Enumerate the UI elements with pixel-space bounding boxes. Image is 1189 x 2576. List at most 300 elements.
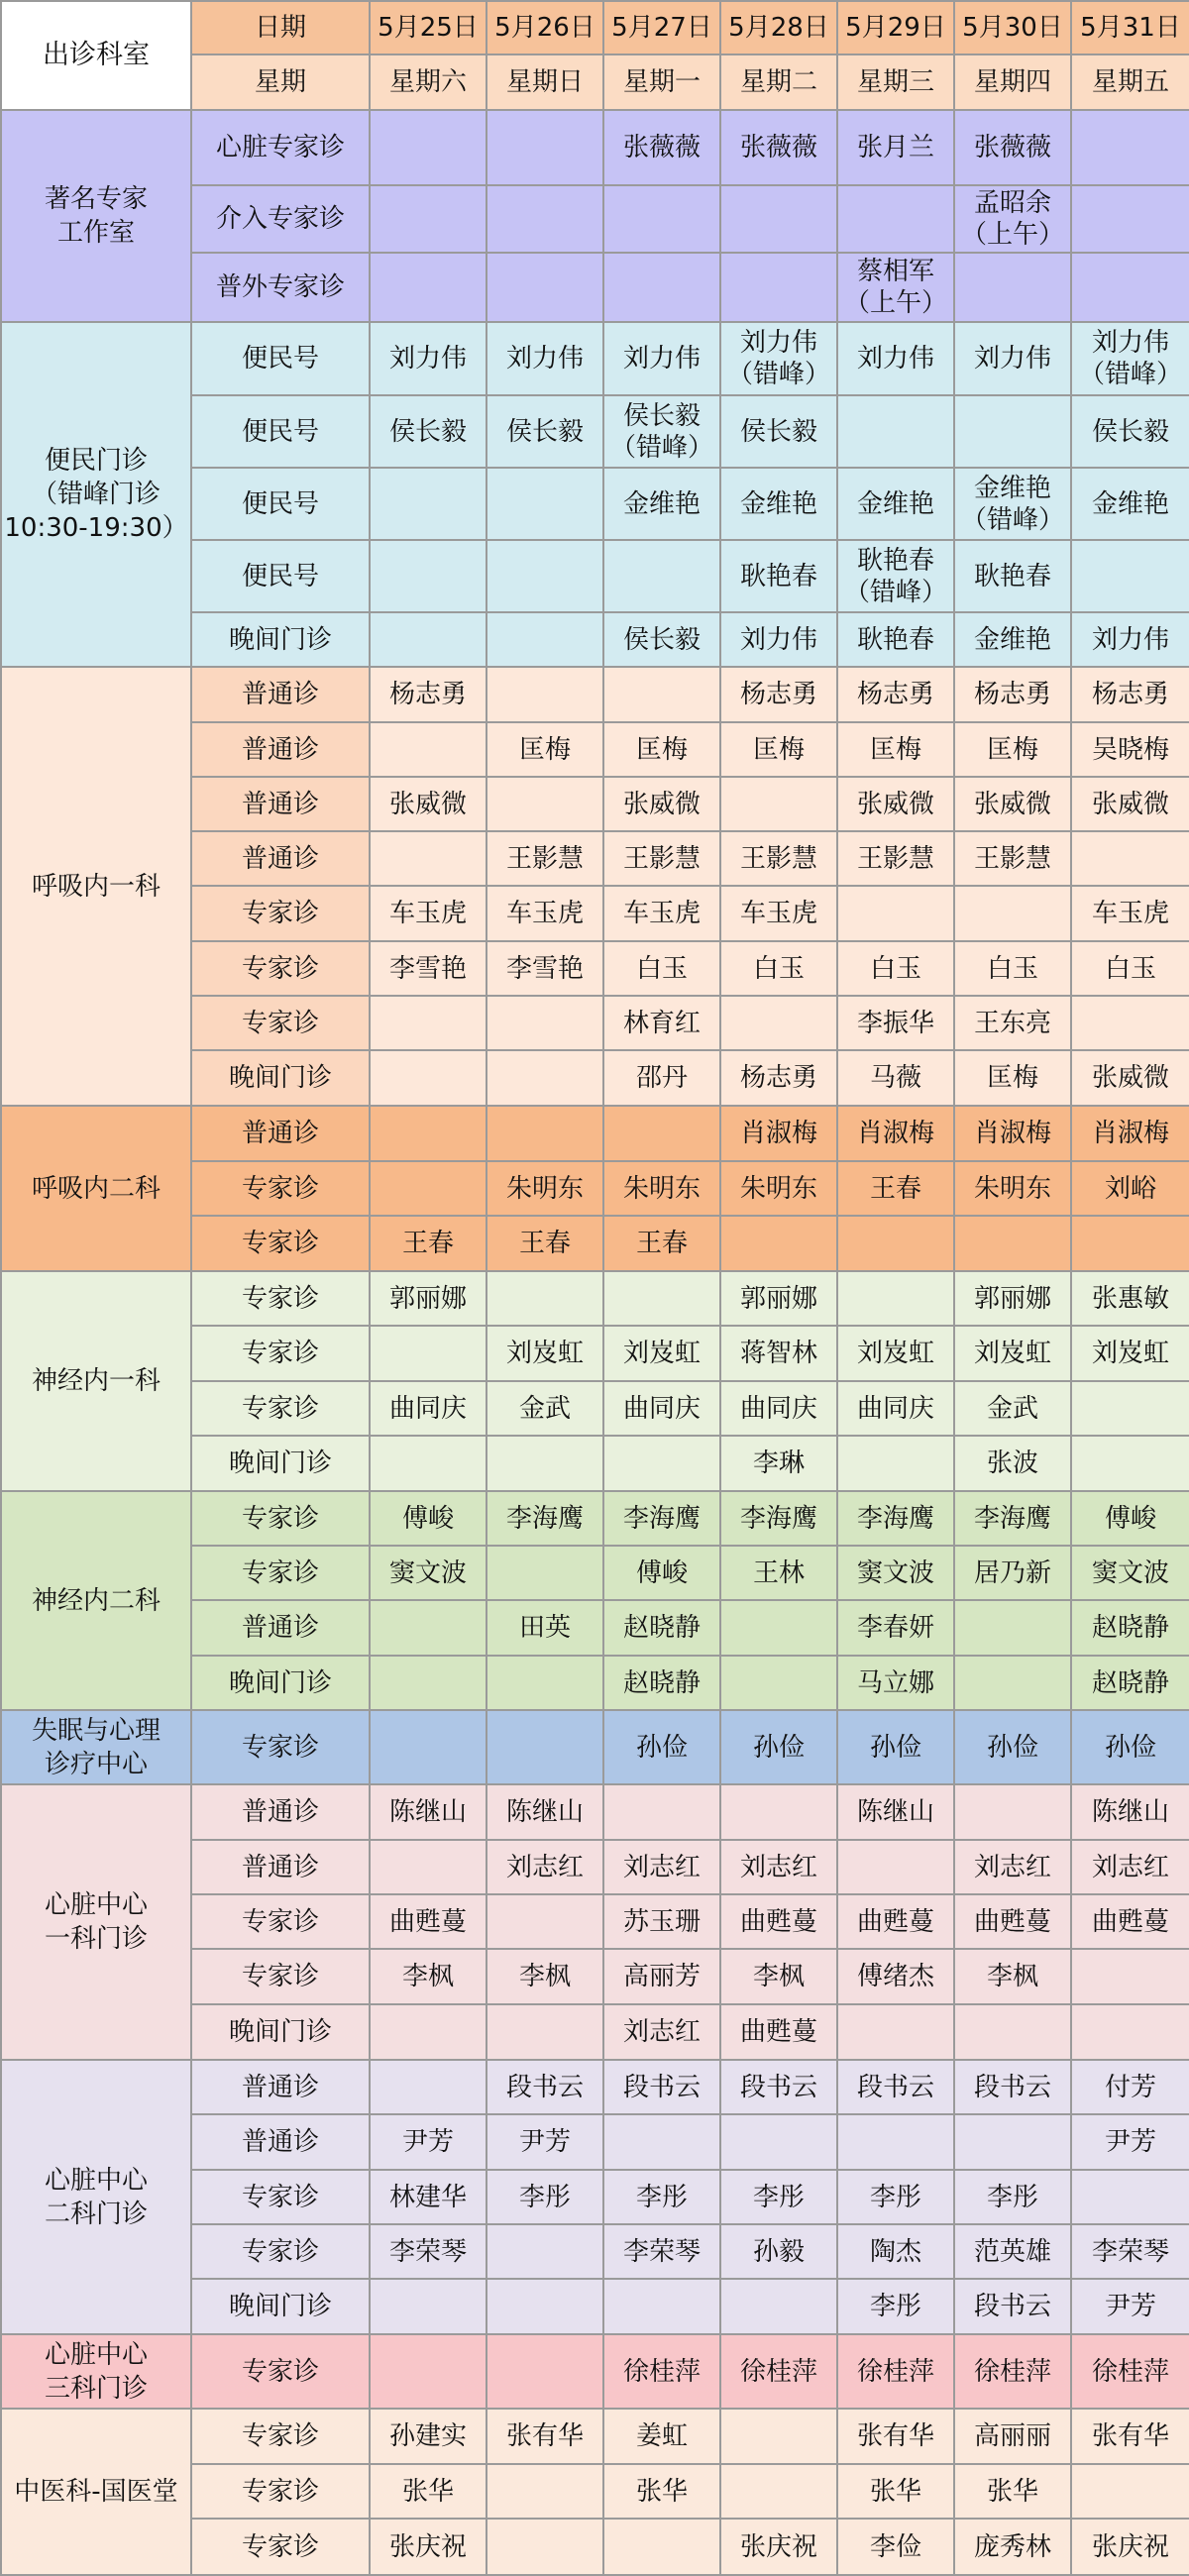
doctor-cell: 陈继山 [486,1784,603,1840]
clinic-type: 专家诊 [191,1710,370,1784]
doctor-cell: 车玉虎 [1071,886,1189,941]
doctor-cell: 王影慧 [837,831,954,886]
department-name: 呼吸内二科 [1,1106,191,1271]
doctor-cell: 孙俭 [603,1710,720,1784]
doctor-cell: 张威微 [370,777,486,831]
doctor-cell: 曲同庆 [603,1381,720,1436]
doctor-cell: 张威微 [837,777,954,831]
doctor-cell [370,185,486,253]
doctor-cell: 李枫 [720,1949,837,2004]
doctor-cell: 曲甦蔓 [370,1894,486,1949]
doctor-cell: 王影慧 [486,831,603,886]
doctor-cell [954,1600,1071,1656]
doctor-cell: 匡梅 [954,722,1071,777]
clinic-type: 专家诊 [191,1894,370,1949]
clinic-type: 专家诊 [191,1381,370,1436]
doctor-cell: 赵晓静 [603,1656,720,1710]
doctor-cell: 傅峻 [370,1491,486,1546]
doctor-cell: 耿艳春 （错峰） [837,540,954,612]
doctor-cell [486,2334,603,2409]
doctor-cell [486,1546,603,1600]
doctor-cell: 白玉 [954,941,1071,996]
doctor-cell: 段书云 [486,2060,603,2114]
doctor-cell: 车玉虎 [720,886,837,941]
doctor-cell: 吴晓梅 [1071,722,1189,777]
doctor-cell [486,540,603,612]
doctor-cell: 张庆祝 [370,2519,486,2575]
doctor-cell: 李荣琴 [603,2224,720,2279]
clinic-type: 专家诊 [191,886,370,941]
doctor-cell [603,185,720,253]
doctor-cell: 刘力伟 （错峰） [720,322,837,395]
doctor-cell: 白玉 [720,941,837,996]
doctor-cell: 李雪艳 [370,941,486,996]
schedule-row [1,110,1189,185]
doctor-cell: 傅峻 [603,1546,720,1600]
doctor-cell: 侯长毅 [1071,395,1189,468]
doctor-cell: 孙毅 [720,2224,837,2279]
clinic-type: 便民号 [191,395,370,468]
doctor-cell [720,2279,837,2334]
corner-label: 出诊科室 [1,1,191,110]
doctor-cell [1071,2170,1189,2224]
doctor-cell [370,468,486,540]
doctor-cell: 侯长毅 [720,395,837,468]
doctor-cell [1071,831,1189,886]
doctor-cell: 姜虹 [603,2409,720,2464]
doctor-cell [1071,185,1189,253]
clinic-type: 心脏专家诊 [191,110,370,185]
doctor-cell [370,540,486,612]
doctor-cell [370,612,486,667]
doctor-cell [954,253,1071,322]
doctor-cell: 肖淑梅 [1071,1106,1189,1161]
doctor-cell: 王影慧 [720,831,837,886]
schedule-row [1,1106,1189,1161]
schedule-row [1,2060,1189,2114]
doctor-cell: 居乃新 [954,1546,1071,1600]
doctor-cell [370,1656,486,1710]
doctor-cell: 刘岌虹 [954,1326,1071,1381]
doctor-cell: 段书云 [954,2060,1071,2114]
doctor-cell [837,886,954,941]
doctor-cell: 李振华 [837,996,954,1050]
doctor-cell: 肖淑梅 [837,1106,954,1161]
doctor-cell: 刘力伟 [370,322,486,395]
doctor-cell [486,2279,603,2334]
doctor-cell: 徐桂萍 [954,2334,1071,2409]
doctor-cell: 李琳 [720,1436,837,1491]
doctor-cell [486,2224,603,2279]
doctor-cell: 刘峪 [1071,1161,1189,1216]
doctor-cell [486,996,603,1050]
date-cell: 5月29日 [837,1,954,54]
doctor-cell: 曲甦蔓 [720,1894,837,1949]
doctor-cell [1071,1436,1189,1491]
doctor-cell: 李枫 [370,1949,486,2004]
doctor-cell: 金维艳 [603,468,720,540]
clinic-type: 普通诊 [191,2060,370,2114]
doctor-cell [837,2114,954,2170]
doctor-cell: 李春妍 [837,1600,954,1656]
doctor-cell: 曲甦蔓 [1071,1894,1189,1949]
doctor-cell: 曲同庆 [837,1381,954,1436]
doctor-cell [370,2334,486,2409]
doctor-cell: 陈继山 [837,1784,954,1840]
date-cell: 5月30日 [954,1,1071,54]
doctor-cell: 金武 [486,1381,603,1436]
doctor-cell: 李彤 [837,2279,954,2334]
doctor-cell [370,722,486,777]
doctor-cell: 王影慧 [603,831,720,886]
doctor-cell: 张有华 [837,2409,954,2464]
clinic-type: 专家诊 [191,996,370,1050]
doctor-cell: 窦文波 [837,1546,954,1600]
doctor-cell [720,1600,837,1656]
doctor-cell: 张威微 [603,777,720,831]
doctor-cell: 耿艳春 [837,612,954,667]
doctor-cell: 刘岌虹 [603,1326,720,1381]
doctor-cell [370,831,486,886]
department-name: 心脏中心 三科门诊 [1,2334,191,2409]
doctor-cell [837,1216,954,1271]
doctor-cell [603,667,720,722]
clinic-type: 晚间门诊 [191,612,370,667]
doctor-cell: 车玉虎 [370,886,486,941]
doctor-cell: 张波 [954,1436,1071,1491]
doctor-cell [603,2114,720,2170]
date-cell: 5月27日 [603,1,720,54]
doctor-cell: 陈继山 [370,1784,486,1840]
doctor-cell [370,1600,486,1656]
doctor-cell [1071,2004,1189,2060]
department-name: 神经内一科 [1,1271,191,1491]
doctor-cell: 刘志红 [1071,1840,1189,1894]
doctor-cell: 马立娜 [837,1656,954,1710]
weekday-cell: 星期四 [954,54,1071,110]
doctor-cell: 刘力伟 [603,322,720,395]
doctor-cell: 李海鹰 [486,1491,603,1546]
doctor-cell: 李海鹰 [837,1491,954,1546]
clinic-type: 专家诊 [191,1216,370,1271]
clinic-type: 介入专家诊 [191,185,370,253]
doctor-cell: 张有华 [1071,2409,1189,2464]
doctor-cell: 王春 [486,1216,603,1271]
doctor-cell [370,1161,486,1216]
doctor-cell [370,110,486,185]
doctor-cell: 高丽芳 [603,1949,720,2004]
doctor-cell [486,2004,603,2060]
doctor-cell: 窦文波 [370,1546,486,1600]
doctor-cell: 杨志勇 [720,667,837,722]
doctor-cell [603,1271,720,1326]
doctor-cell: 范英雄 [954,2224,1071,2279]
doctor-cell [486,1050,603,1106]
doctor-cell: 曲甦蔓 [720,2004,837,2060]
doctor-cell [1071,110,1189,185]
doctor-cell: 侯长毅 [370,395,486,468]
doctor-cell [603,2519,720,2575]
doctor-cell: 金维艳 [837,468,954,540]
doctor-cell [837,1840,954,1894]
doctor-cell [720,1216,837,1271]
doctor-cell: 张威微 [1071,1050,1189,1106]
doctor-cell [954,1216,1071,1271]
doctor-cell: 匡梅 [720,722,837,777]
doctor-cell [486,110,603,185]
clinic-type: 普通诊 [191,1840,370,1894]
doctor-cell: 段书云 [954,2279,1071,2334]
doctor-cell: 尹芳 [1071,2114,1189,2170]
doctor-cell: 郭丽娜 [370,1271,486,1326]
doctor-cell [954,1656,1071,1710]
doctor-cell [370,2279,486,2334]
doctor-cell: 赵晓静 [603,1600,720,1656]
doctor-cell: 林育红 [603,996,720,1050]
doctor-cell: 李俭 [837,2519,954,2575]
date-cell: 5月31日 [1071,1,1189,54]
doctor-cell: 刘志红 [486,1840,603,1894]
doctor-cell: 刘岌虹 [486,1326,603,1381]
department-name: 心脏中心 二科门诊 [1,2060,191,2334]
clinic-type: 专家诊 [191,2334,370,2409]
doctor-cell [370,996,486,1050]
schedule-row [1,1710,1189,1784]
doctor-cell: 孙俭 [720,1710,837,1784]
doctor-cell: 孙俭 [1071,1710,1189,1784]
doctor-cell: 刘志红 [954,1840,1071,1894]
doctor-cell [1071,1381,1189,1436]
department-name: 著名专家 工作室 [1,110,191,322]
doctor-cell: 杨志勇 [837,667,954,722]
schedule-body [1,1,1189,2575]
clinic-type: 普通诊 [191,1600,370,1656]
doctor-cell: 张华 [837,2464,954,2519]
doctor-cell: 张薇薇 [954,110,1071,185]
doctor-cell: 杨志勇 [720,1050,837,1106]
doctor-cell: 刘志红 [720,1840,837,1894]
doctor-cell [954,1784,1071,1840]
date-cell: 5月26日 [486,1,603,54]
doctor-cell: 孟昭余 （上午） [954,185,1071,253]
doctor-cell [486,667,603,722]
doctor-cell: 林建华 [370,2170,486,2224]
doctor-cell [720,185,837,253]
clinic-type: 普通诊 [191,1784,370,1840]
doctor-cell [603,1784,720,1840]
doctor-cell: 段书云 [837,2060,954,2114]
department-name: 心脏中心 一科门诊 [1,1784,191,2060]
doctor-cell [486,2519,603,2575]
clinic-type: 专家诊 [191,1271,370,1326]
doctor-cell: 李彤 [603,2170,720,2224]
doctor-cell [370,1710,486,1784]
doctor-cell: 金武 [954,1381,1071,1436]
doctor-cell [370,1050,486,1106]
doctor-cell [1071,996,1189,1050]
doctor-cell: 曲甦蔓 [954,1894,1071,1949]
department-name: 中医科-国医堂 [1,2409,191,2575]
doctor-cell: 付芳 [1071,2060,1189,2114]
doctor-cell: 蔡相军 （上午） [837,253,954,322]
doctor-cell: 金维艳 [1071,468,1189,540]
doctor-cell: 李荣琴 [370,2224,486,2279]
doctor-cell: 侯长毅 （错峰） [603,395,720,468]
doctor-cell [486,1436,603,1491]
clinic-type: 专家诊 [191,1546,370,1600]
doctor-cell: 窦文波 [1071,1546,1189,1600]
clinic-type: 专家诊 [191,1491,370,1546]
doctor-cell [720,996,837,1050]
doctor-cell: 肖淑梅 [954,1106,1071,1161]
doctor-cell: 张惠敏 [1071,1271,1189,1326]
doctor-cell: 肖淑梅 [720,1106,837,1161]
doctor-cell [720,2114,837,2170]
doctor-cell: 徐桂萍 [837,2334,954,2409]
doctor-cell: 曲同庆 [720,1381,837,1436]
doctor-cell [486,468,603,540]
clinic-type: 普外专家诊 [191,253,370,322]
doctor-cell: 庞秀林 [954,2519,1071,2575]
doctor-cell: 杨志勇 [370,667,486,722]
doctor-cell: 陈继山 [1071,1784,1189,1840]
doctor-cell: 刘力伟 [954,322,1071,395]
doctor-cell [1071,1949,1189,2004]
doctor-cell [486,777,603,831]
doctor-cell: 张华 [370,2464,486,2519]
schedule-row [1,1491,1189,1546]
doctor-cell: 白玉 [1071,941,1189,996]
doctor-cell [837,2004,954,2060]
doctor-cell: 田英 [486,1600,603,1656]
doctor-cell [837,1271,954,1326]
doctor-cell: 朱明东 [486,1161,603,1216]
doctor-cell [603,1106,720,1161]
doctor-cell [486,1710,603,1784]
doctor-cell: 苏玉珊 [603,1894,720,1949]
doctor-cell: 李彤 [486,2170,603,2224]
doctor-cell: 李枫 [486,1949,603,2004]
doctor-cell: 刘岌虹 [837,1326,954,1381]
doctor-cell: 傅绪杰 [837,1949,954,2004]
doctor-cell: 李雪艳 [486,941,603,996]
header-date-row [1,1,1189,54]
doctor-cell: 傅峻 [1071,1491,1189,1546]
doctor-cell: 孙俭 [837,1710,954,1784]
doctor-cell: 金维艳 [954,612,1071,667]
doctor-cell [1071,253,1189,322]
doctor-cell [486,1656,603,1710]
doctor-cell [954,2114,1071,2170]
schedule-row [1,2409,1189,2464]
clinic-type: 专家诊 [191,2409,370,2464]
doctor-cell: 陶杰 [837,2224,954,2279]
doctor-cell [486,1271,603,1326]
doctor-cell: 赵晓静 [1071,1656,1189,1710]
doctor-cell: 耿艳春 [720,540,837,612]
doctor-cell [720,1784,837,1840]
doctor-cell: 马薇 [837,1050,954,1106]
clinic-type: 专家诊 [191,1326,370,1381]
doctor-cell [837,395,954,468]
schedule-row [1,322,1189,395]
clinic-type: 专家诊 [191,2224,370,2279]
doctor-cell: 王春 [603,1216,720,1271]
clinic-type: 普通诊 [191,667,370,722]
doctor-cell [1071,540,1189,612]
doctor-cell [370,1840,486,1894]
doctor-cell: 段书云 [720,2060,837,2114]
doctor-cell [954,886,1071,941]
department-name: 呼吸内一科 [1,667,191,1106]
clinic-type: 普通诊 [191,831,370,886]
date-label: 日期 [191,1,370,54]
doctor-cell [1071,2464,1189,2519]
schedule-row [1,1271,1189,1326]
doctor-cell [486,253,603,322]
doctor-cell: 孙建实 [370,2409,486,2464]
doctor-cell: 张薇薇 [603,110,720,185]
doctor-cell [486,612,603,667]
doctor-cell: 尹芳 [370,2114,486,2170]
doctor-cell [603,253,720,322]
weekday-label: 星期 [191,54,370,110]
doctor-cell: 王林 [720,1546,837,1600]
schedule-row [1,667,1189,722]
doctor-cell: 张华 [603,2464,720,2519]
doctor-cell: 蒋智林 [720,1326,837,1381]
clinic-type: 专家诊 [191,1949,370,2004]
clinic-type: 专家诊 [191,2170,370,2224]
doctor-cell: 赵晓静 [1071,1600,1189,1656]
doctor-cell [954,395,1071,468]
clinic-type: 普通诊 [191,1106,370,1161]
clinic-type: 专家诊 [191,941,370,996]
clinic-type: 晚间门诊 [191,2279,370,2334]
doctor-cell: 车玉虎 [486,886,603,941]
doctor-cell: 张有华 [486,2409,603,2464]
clinic-type: 普通诊 [191,722,370,777]
doctor-cell [954,2004,1071,2060]
doctor-cell: 白玉 [603,941,720,996]
doctor-cell [370,1106,486,1161]
doctor-cell [720,2464,837,2519]
doctor-cell: 徐桂萍 [1071,2334,1189,2409]
doctor-cell [370,1326,486,1381]
doctor-cell: 朱明东 [954,1161,1071,1216]
clinic-type: 专家诊 [191,2464,370,2519]
doctor-cell: 尹芳 [1071,2279,1189,2334]
doctor-cell: 曲甦蔓 [837,1894,954,1949]
clinic-type: 晚间门诊 [191,1050,370,1106]
clinic-type: 普通诊 [191,777,370,831]
doctor-cell: 车玉虎 [603,886,720,941]
doctor-cell: 侯长毅 [603,612,720,667]
doctor-cell: 刘志红 [603,2004,720,2060]
clinic-type: 专家诊 [191,2519,370,2575]
doctor-cell: 王影慧 [954,831,1071,886]
doctor-cell [603,1436,720,1491]
doctor-cell: 金维艳 [720,468,837,540]
doctor-cell: 尹芳 [486,2114,603,2170]
schedule-row [1,2334,1189,2409]
clinic-type: 晚间门诊 [191,1436,370,1491]
doctor-cell: 张月兰 [837,110,954,185]
clinic-type: 便民号 [191,322,370,395]
doctor-cell [486,1894,603,1949]
doctor-cell: 邵丹 [603,1050,720,1106]
doctor-cell: 曲同庆 [370,1381,486,1436]
